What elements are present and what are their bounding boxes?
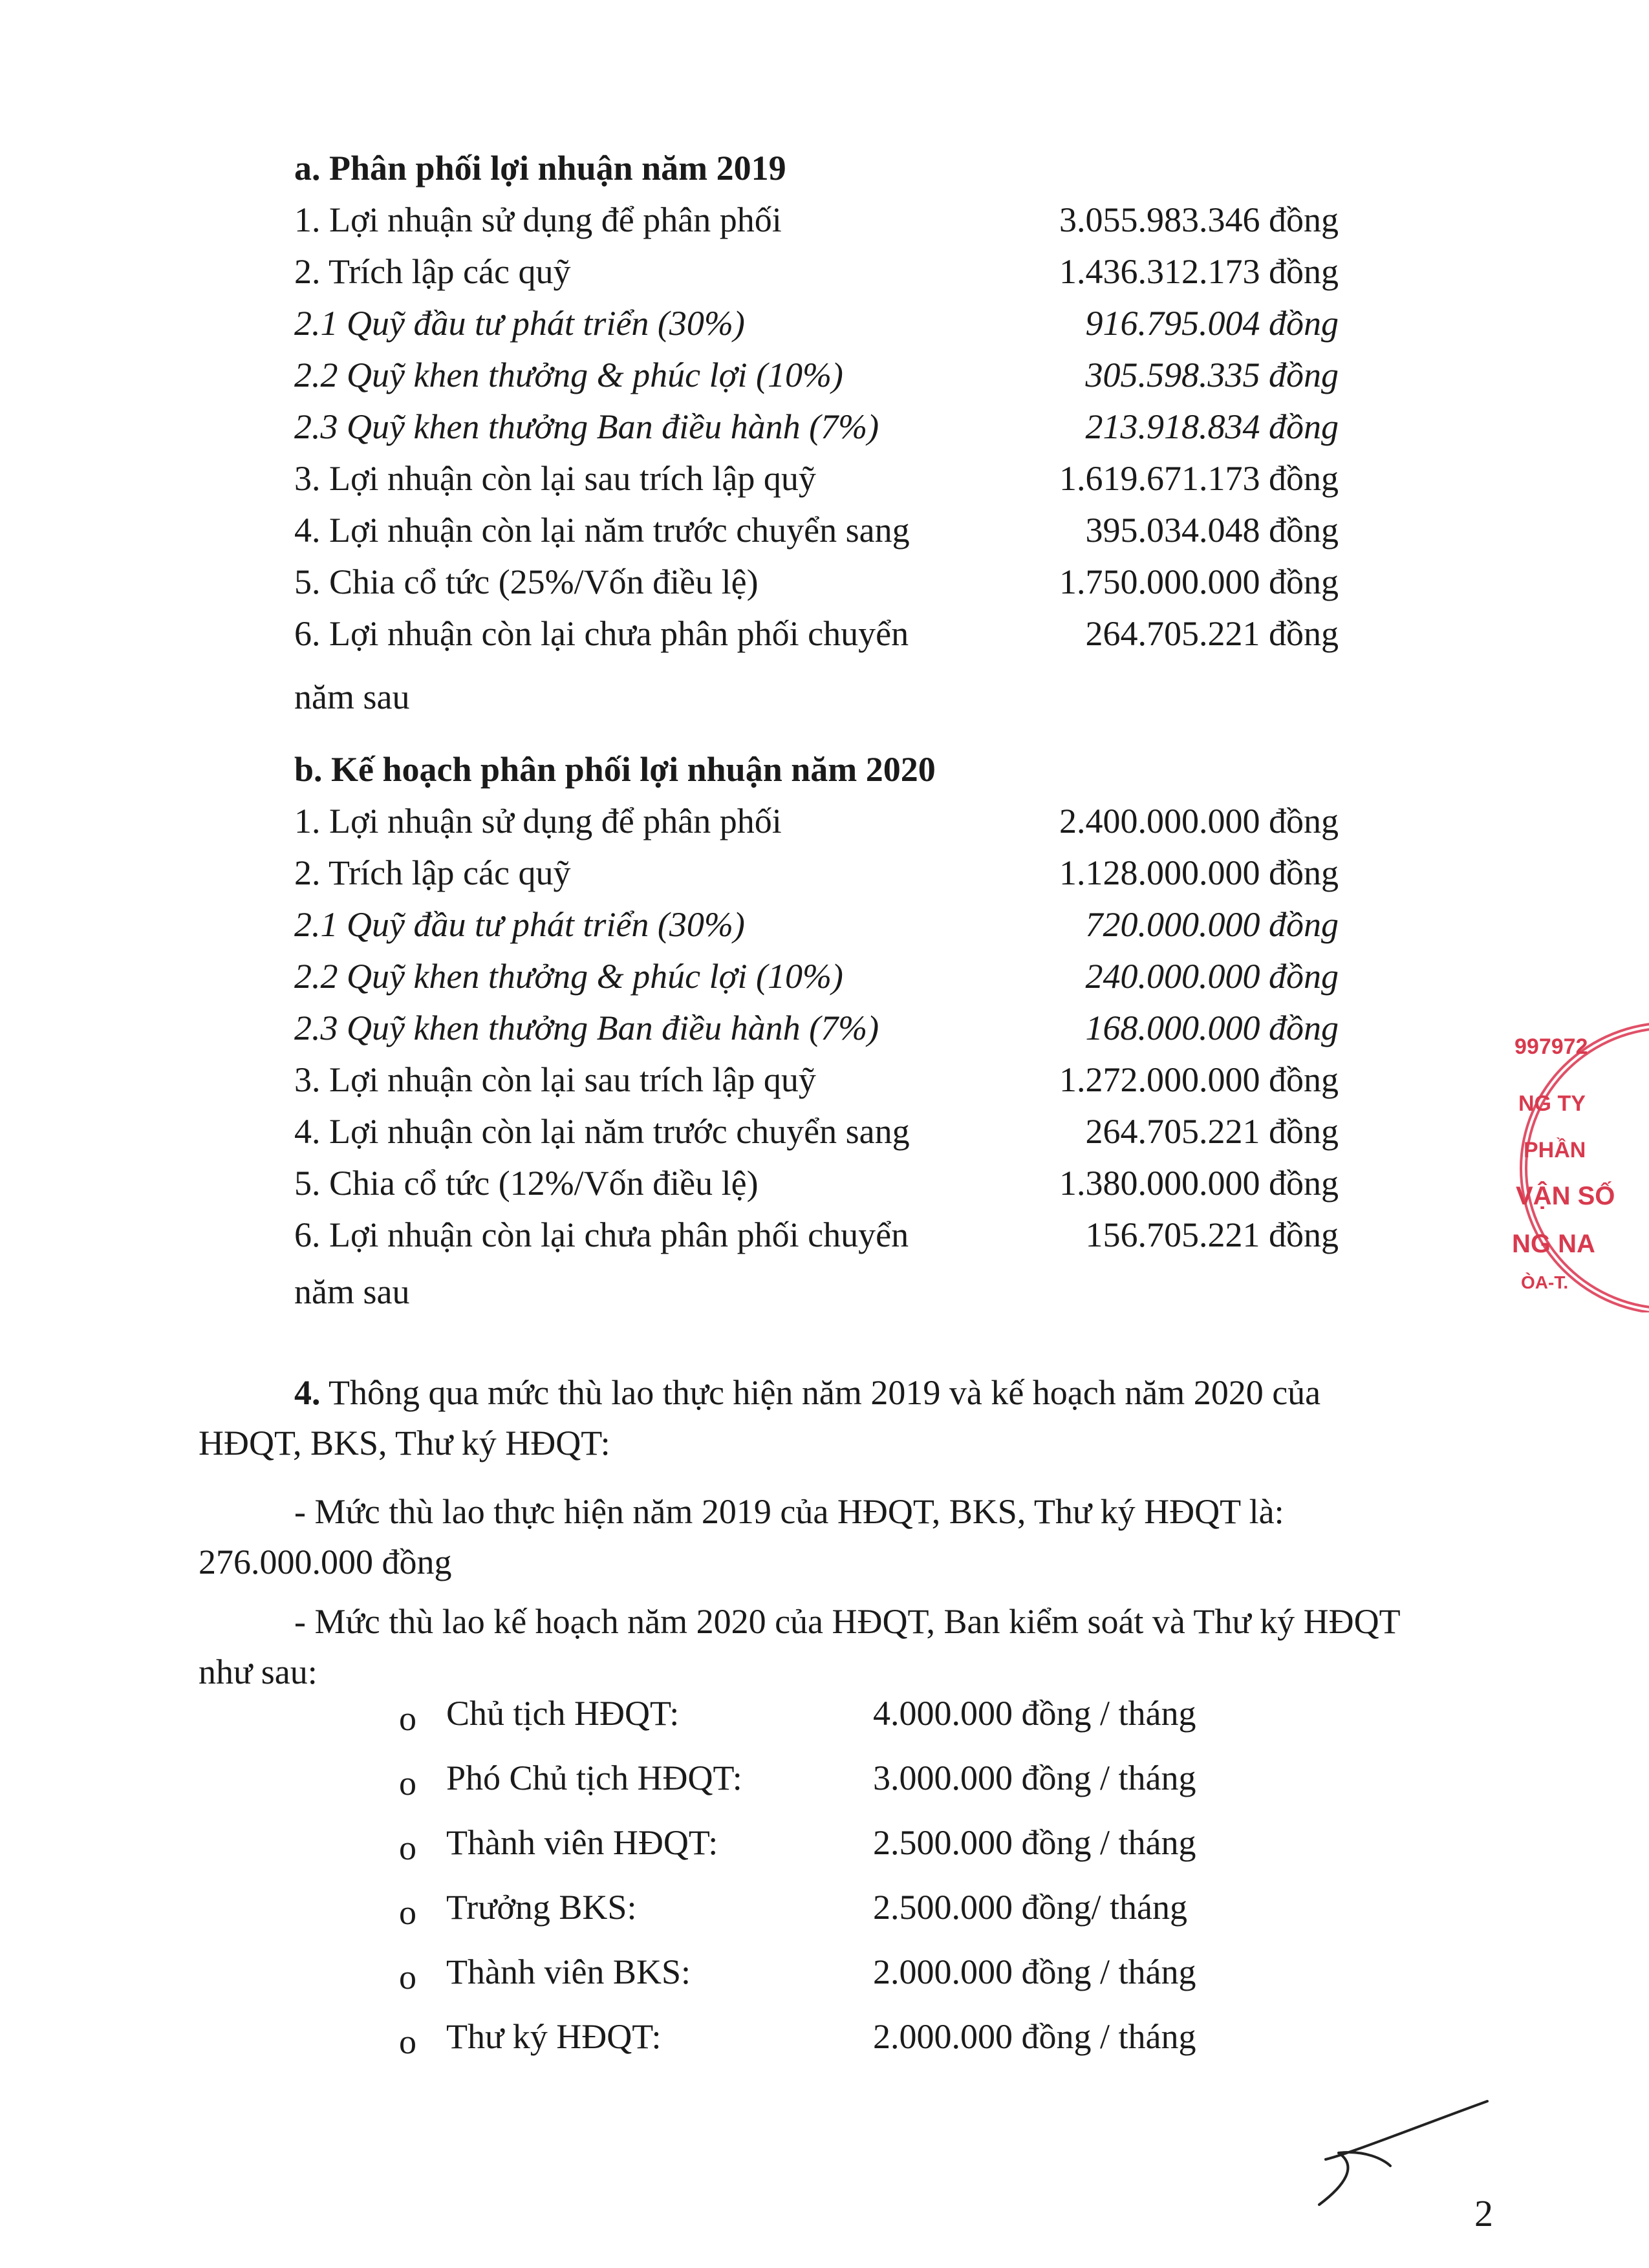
section-a-row-1-label: 1. Lợi nhuận sử dụng để phân phối <box>294 200 782 239</box>
section-b-row-4-label: 2.2 Quỹ khen thưởng & phúc lợi (10%) <box>294 957 843 996</box>
remuneration-role-4: Trưởng BKS: <box>446 1888 637 1927</box>
section-a-heading: a. Phân phối lợi nhuận năm 2019 <box>294 149 786 187</box>
section-a-row-7-amount: 395.034.048 đồng <box>1085 511 1339 550</box>
section-a-row-2-label: 2. Trích lập các quỹ <box>294 252 571 291</box>
remuneration-amount-3: 2.500.000 đồng / tháng <box>873 1823 1196 1862</box>
section-a-row-7-label: 4. Lợi nhuận còn lại năm trước chuyển sang <box>294 511 910 550</box>
section-b-row-2-amount: 1.128.000.000 đồng <box>1059 853 1339 892</box>
section-4-heading-line-2: HĐQT, BKS, Thư ký HĐQT: <box>199 1424 610 1462</box>
section-a-row-3-amount: 916.795.004 đồng <box>1085 304 1339 343</box>
section-b-row-9-label: 6. Lợi nhuận còn lại chưa phân phối chuyển <box>294 1215 909 1254</box>
stamp-text-2: NG TY <box>1518 1091 1586 1116</box>
section-a-row-9-amount: 264.705.221 đồng <box>1085 614 1339 653</box>
bullet-marker: o <box>399 1699 416 1738</box>
remuneration-2020-line-2: như sau: <box>199 1653 318 1691</box>
section-b-row-7-amount: 264.705.221 đồng <box>1085 1112 1339 1151</box>
company-stamp <box>1507 1009 1649 1312</box>
section-4-heading-line-1 <box>294 1372 1320 1413</box>
remuneration-amount-2: 3.000.000 đồng / tháng <box>873 1759 1196 1797</box>
section-a-row-6-label: 3. Lợi nhuận còn lại sau trích lập quỹ <box>294 459 816 498</box>
stamp-text-4: VẬN SỐ <box>1516 1182 1615 1210</box>
stamp-text-6: ÒA-T. <box>1521 1272 1569 1292</box>
section-a-row-5-amount: 213.918.834 đồng <box>1085 407 1339 446</box>
section-b-row-3-label: 2.1 Quỹ đầu tư phát triển (30%) <box>294 905 745 944</box>
section-a-row-1-amount: 3.055.983.346 đồng <box>1059 200 1339 239</box>
section-b-heading: b. Kế hoạch phân phối lợi nhuận năm 2020 <box>294 750 936 789</box>
section-b-row-6-amount: 1.272.000.000 đồng <box>1059 1060 1339 1099</box>
remuneration-2019-line-1: - Mức thù lao thực hiện năm 2019 của HĐQT, BKS, Thư ký HĐQT là: <box>294 1492 1284 1531</box>
remuneration-role-6: Thư ký HĐQT: <box>446 2017 662 2056</box>
remuneration-role-2: Phó Chủ tịch HĐQT: <box>446 1759 742 1797</box>
remuneration-2019-line-2: 276.000.000 đồng <box>199 1543 452 1581</box>
remuneration-2020-line-1: - Mức thù lao kế hoạch năm 2020 của HĐQT, Ban kiểm soát và Thư ký HĐQT <box>294 1602 1401 1641</box>
bullet-marker: o <box>399 1958 416 1996</box>
section-b-row-3-amount: 720.000.000 đồng <box>1085 905 1339 944</box>
section-4-heading-text: Thông qua mức thù lao thực hiện năm 2019 và kế hoạch năm 2020 của <box>329 1373 1321 1412</box>
remuneration-role-5: Thành viên BKS: <box>446 1952 691 1991</box>
remuneration-amount-4: 2.500.000 đồng/ tháng <box>873 1888 1187 1927</box>
remuneration-amount-1: 4.000.000 đồng / tháng <box>873 1694 1196 1733</box>
section-a-row-8-label: 5. Chia cổ tức (25%/Vốn điều lệ) <box>294 562 759 601</box>
stamp-text-3: PHẦN <box>1524 1138 1586 1162</box>
section-b-row-8-label: 5. Chia cổ tức (12%/Vốn điều lệ) <box>294 1164 759 1203</box>
stamp-text-1: 997972 <box>1514 1034 1588 1059</box>
section-a-row-2-amount: 1.436.312.173 đồng <box>1059 252 1339 291</box>
section-b-row-2-label: 2. Trích lập các quỹ <box>294 853 571 892</box>
section-a-row-3-label: 2.1 Quỹ đầu tư phát triển (30%) <box>294 304 745 343</box>
section-a-row-5-label: 2.3 Quỹ khen thưởng Ban điều hành (7%) <box>294 407 879 446</box>
section-b-row-5-label: 2.3 Quỹ khen thưởng Ban điều hành (7%) <box>294 1009 879 1047</box>
bullet-marker: o <box>399 2022 416 2061</box>
section-b-row-5-amount: 168.000.000 đồng <box>1085 1009 1339 1047</box>
stamp-text-5: NG NA <box>1512 1230 1595 1258</box>
section-b-row-8-amount: 1.380.000.000 đồng <box>1059 1164 1339 1203</box>
section-b-row-1-label: 1. Lợi nhuận sử dụng để phân phối <box>294 802 782 840</box>
section-b-row-6-label: 3. Lợi nhuận còn lại sau trích lập quỹ <box>294 1060 816 1099</box>
stamp-ring <box>1520 1022 1649 1312</box>
section-a-continuation: năm sau <box>294 678 410 716</box>
remuneration-amount-5: 2.000.000 đồng / tháng <box>873 1952 1196 1991</box>
bullet-marker: o <box>399 1893 416 1932</box>
section-b-row-9-amount: 156.705.221 đồng <box>1085 1215 1339 1254</box>
section-4-number: 4. <box>294 1373 321 1412</box>
section-a-row-9-label: 6. Lợi nhuận còn lại chưa phân phối chuyển <box>294 614 909 653</box>
section-b-row-1-amount: 2.400.000.000 đồng <box>1059 802 1339 840</box>
section-a-row-8-amount: 1.750.000.000 đồng <box>1059 562 1339 601</box>
section-a-row-4-amount: 305.598.335 đồng <box>1085 356 1339 394</box>
remuneration-role-1: Chủ tịch HĐQT: <box>446 1694 680 1733</box>
bullet-marker: o <box>399 1764 416 1803</box>
page-number: 2 <box>1474 2192 1493 2234</box>
section-b-row-4-amount: 240.000.000 đồng <box>1085 957 1339 996</box>
remuneration-amount-6: 2.000.000 đồng / tháng <box>873 2017 1196 2056</box>
signature-mark <box>1300 2088 1494 2218</box>
bullet-marker: o <box>399 1828 416 1867</box>
remuneration-role-3: Thành viên HĐQT: <box>446 1823 718 1862</box>
section-a-row-4-label: 2.2 Quỹ khen thưởng & phúc lợi (10%) <box>294 356 843 394</box>
section-a-row-6-amount: 1.619.671.173 đồng <box>1059 459 1339 498</box>
section-b-continuation: năm sau <box>294 1272 410 1311</box>
section-b-row-7-label: 4. Lợi nhuận còn lại năm trước chuyển sang <box>294 1112 910 1151</box>
